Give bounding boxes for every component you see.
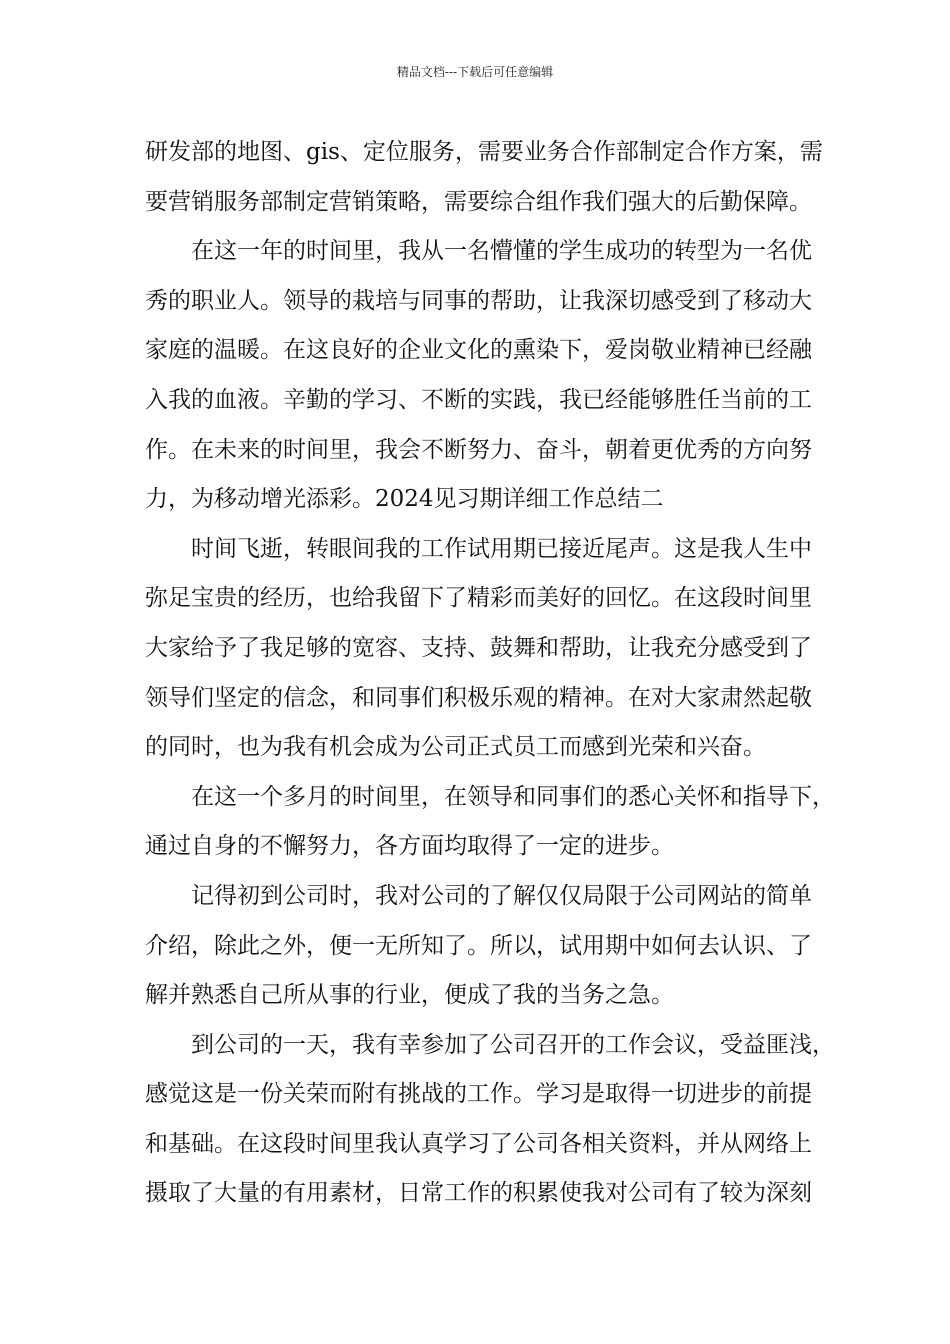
body-line: 领导们坚定的信念，和同事们积极乐观的精神。在对大家肃然起敬 (145, 684, 812, 711)
page-header: 精品文档---下载后可任意编辑 (396, 65, 554, 79)
body-line: 家庭的温暖。在这良好的企业文化的熏染下，爱岗敬业精神已经融 (145, 337, 812, 364)
body-line: 大家给予了我足够的宽容、支持、鼓舞和帮助，让我充分感受到了 (145, 634, 812, 661)
body-line: 力，为移动增光添彩。2024见习期详细工作总结二 (145, 486, 664, 513)
paragraph-start-line: 到公司的一天，我有幸参加了公司召开的工作会议，受益匪浅， (191, 1031, 835, 1058)
body-line: 摄取了大量的有用素材，日常工作的积累使我对公司有了较为深刻 (145, 1180, 812, 1207)
body-line: 解并熟悉自己所从事的行业，便成了我的当务之急。 (145, 982, 674, 1009)
body-line: 入我的血液。辛勤的学习、不断的实践，我已经能够胜任当前的工 (145, 386, 812, 413)
document-body (145, 128, 835, 1219)
body-line: 作。在未来的时间里，我会不断努力、奋斗，朝着更优秀的方向努 (145, 436, 812, 463)
body-line: 研发部的地图、gis、定位服务，需要业务合作部制定合作方案，需 (145, 139, 823, 165)
paragraph-start-line: 在这一个多月的时间里，在领导和同事们的悉心关怀和指导下， (191, 783, 835, 810)
body-line: 秀的职业人。领导的栽培与同事的帮助，让我深切感受到了移动大 (145, 287, 812, 314)
body-line: 要营销服务部制定营销策略，需要综合组作我们强大的后勤保障。 (145, 188, 812, 215)
body-line: 弥足宝贵的经历，也给我留下了精彩而美好的回忆。在这段时间里 (145, 585, 812, 612)
paragraph-start-line: 在这一年的时间里，我从一名懵懂的学生成功的转型为一名优 (191, 238, 812, 265)
body-line: 和基础。在这段时间里我认真学习了公司各相关资料，并从网络上 (145, 1130, 812, 1157)
body-line: 介绍，除此之外，便一无所知了。所以，试用期中如何去认识、了 (145, 932, 812, 959)
body-line: 感觉这是一份关荣而附有挑战的工作。学习是取得一切进步的前提 (145, 1081, 812, 1108)
body-line: 的同时，也为我有机会成为公司正式员工而感到光荣和兴奋。 (145, 734, 766, 761)
paragraph-start-line: 记得初到公司时，我对公司的了解仅仅局限于公司网站的简单 (191, 882, 812, 909)
paragraph-start-line: 时间飞逝，转眼间我的工作试用期已接近尾声。这是我人生中 (191, 535, 812, 562)
body-line: 通过自身的不懈努力，各方面均取得了一定的进步。 (145, 833, 674, 860)
